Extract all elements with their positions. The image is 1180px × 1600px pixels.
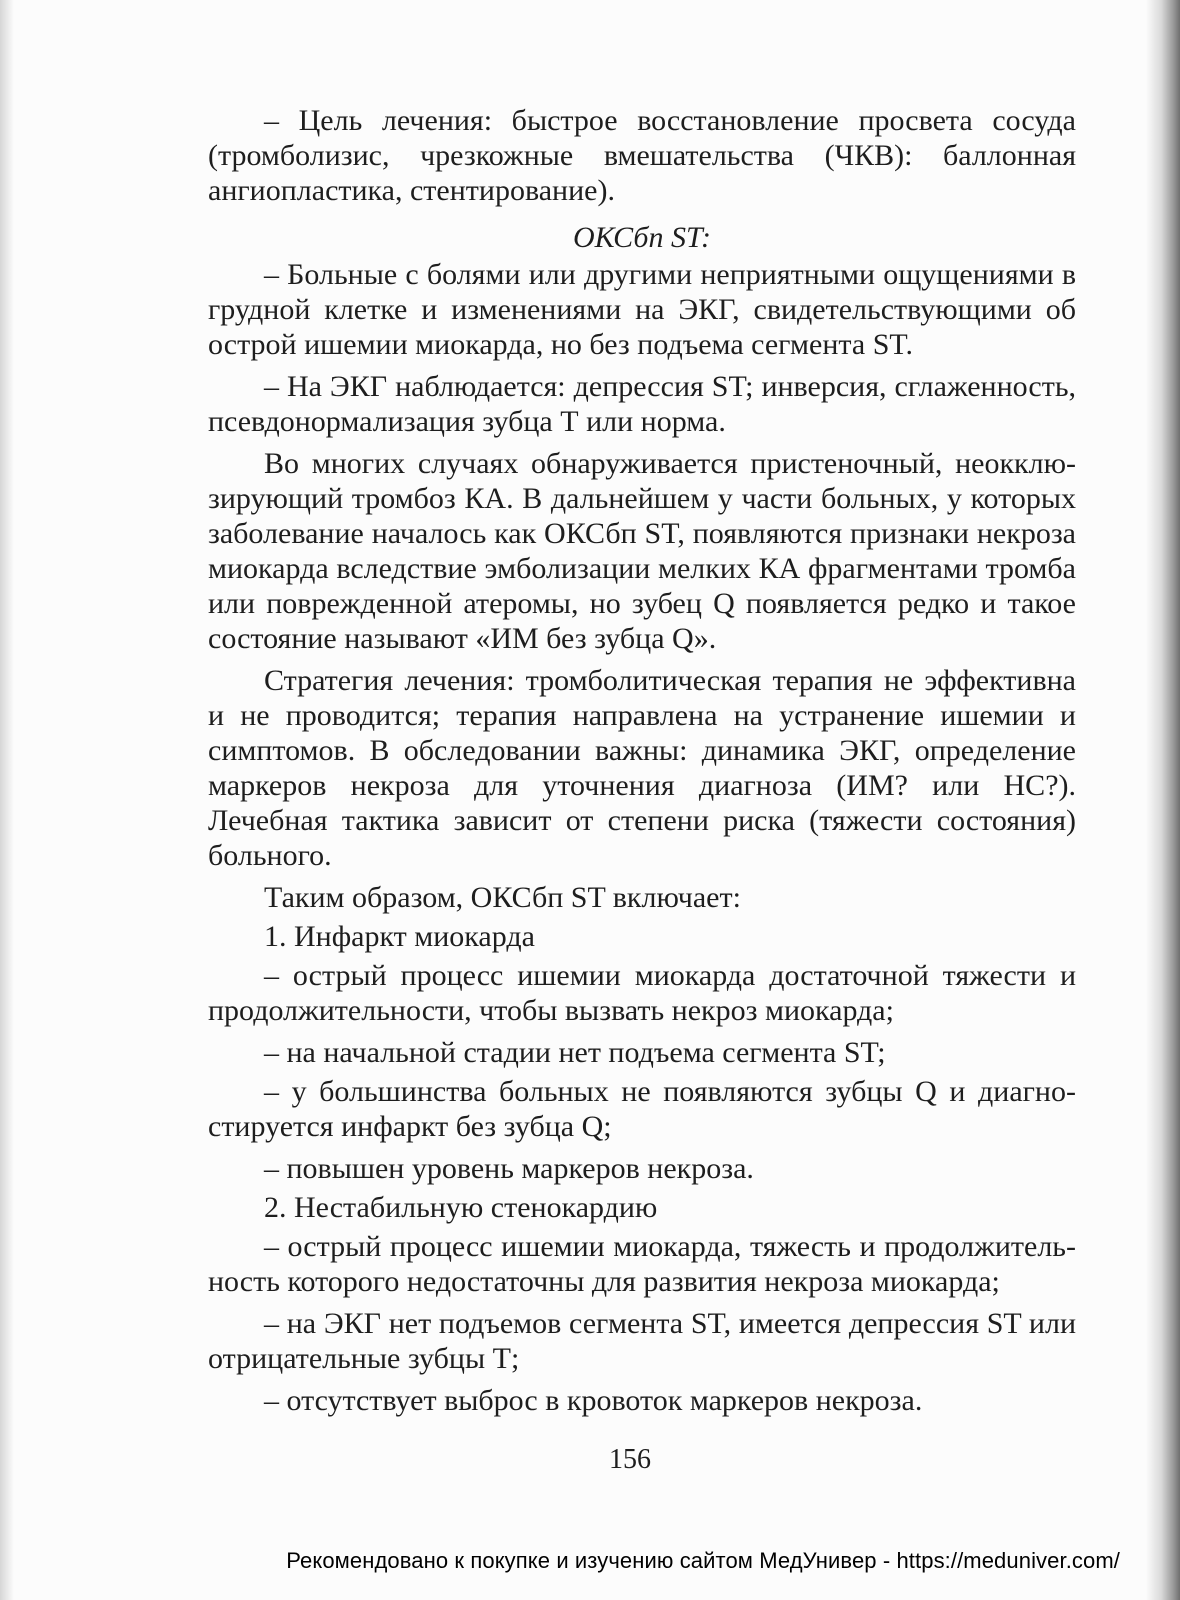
page-number: 156: [609, 1444, 651, 1475]
list-item: – острый процесс ишемии миокарда достаточной тяжести и продолжительности, чтобы вызвать некроз миокарда;: [208, 959, 1076, 1027]
list-item: – на начальной стадии нет подъема сегмента ST;: [264, 1036, 886, 1069]
list-item: – на ЭКГ нет подъемов сегмента ST, имеется депрессия ST или отрицательные зубцы Т;: [208, 1307, 1076, 1375]
scan-right-shadow: [1146, 0, 1180, 1600]
paragraph-includes: Таким образом, ОКСбп ST включает:: [264, 881, 741, 914]
scan-left-edge: [0, 0, 14, 1600]
section-subheading: ОКСбп ST:: [572, 221, 711, 254]
list-heading-infarction: 1. Инфаркт миокарда: [264, 920, 535, 953]
body-text: [208, 103, 1076, 1425]
paragraph-strategy: Стратегия лечения: тромболитическая терапия не эффективна и не проводится; терапия направлена на устранение ишемии и симптомов. В обследовании важны: динамика ЭКГ, определение маркеров некроза для уточнения диагноза (ИМ? или НС?). Лечебная тактика зависит от степени риска (тяжести состояния) больного.: [208, 664, 1076, 872]
paragraph-patients: – Больные с болями или другими неприятными ощущениями в грудной клетке и изменениями на ЭКГ, свидетельствующими об острой ишемии миокарда, но без подъема сегмента ST.: [208, 258, 1076, 361]
footer-watermark: Рекомендовано к покупке и изучению сайтом МедУнивер - https://meduniver.com/: [286, 1548, 1120, 1573]
list-item: – повышен уровень маркеров некроза.: [264, 1152, 754, 1185]
list-item: – острый процесс ишемии миокарда, тяжесть и продолжительность которого недостаточны для развития некроза миокарда;: [208, 1230, 1076, 1298]
list-item: – отсутствует выброс в кровоток маркеров некроза.: [264, 1384, 923, 1417]
list-heading-unstable-angina: 2. Нестабильную стенокардию: [264, 1191, 658, 1224]
paragraph-ecg-findings: – На ЭКГ наблюдается: депрессия ST; инверсия, сглаженность, псевдонормализация зубца Т или норма.: [208, 370, 1076, 438]
paragraph-thrombosis: Во многих случаях обнаруживается пристеночный, неокклюзирующий тромбоз КА. В дальнейшем у части больных, у которых заболевание началось как ОКСбп ST, появляются признаки некроза миокарда вследствие эмболизации мелких КА фрагментами тромба или поврежденной атеромы, но зубец Q появляется редко и такое состояние называют «ИМ без зубца Q».: [208, 447, 1076, 655]
paragraph-treatment-goal: – Цель лечения: быстрое восстановление просвета сосуда (тромболизис, чрезкожные вмешательства (ЧКВ): баллонная ангиопластика, стентирование).: [208, 104, 1076, 207]
list-item: – у большинства больных не появляются зубцы Q и диагностируется инфаркт без зубца Q;: [208, 1075, 1076, 1143]
